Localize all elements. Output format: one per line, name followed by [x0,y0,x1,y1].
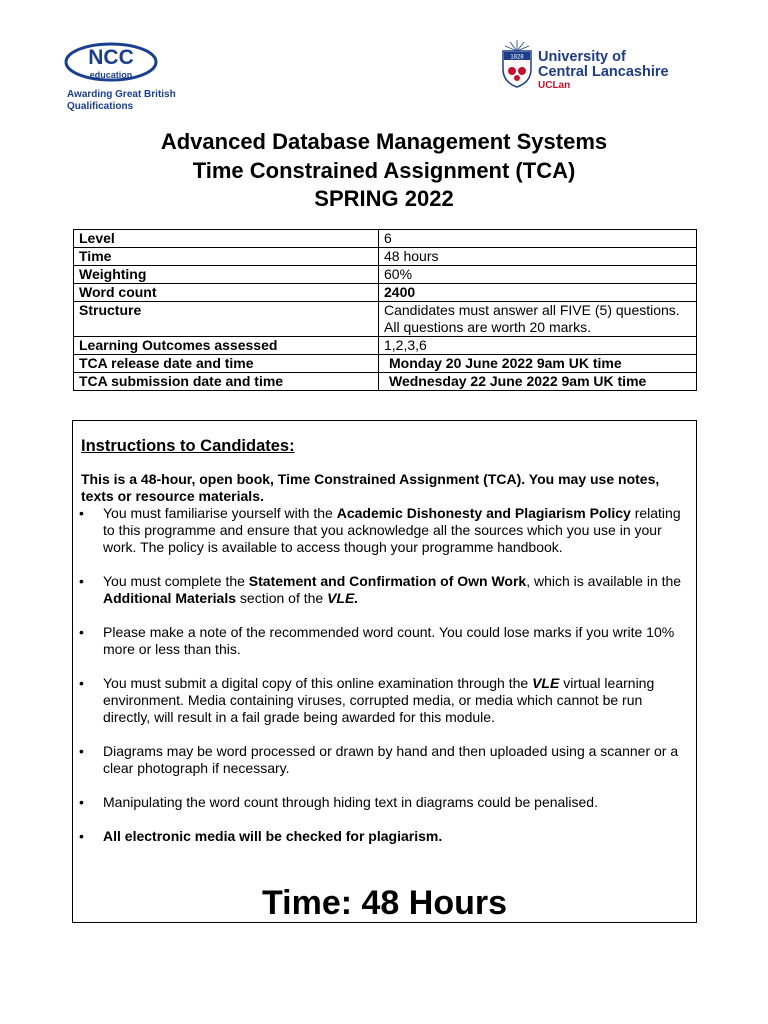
list-item [73,828,685,845]
row-value: 1,2,3,6 [379,337,697,355]
uclan-name-line2: Central Lancashire [538,64,669,80]
policy-name: Academic Dishonesty and Plagiarism Policy [336,505,631,521]
title-line3: SPRING 2022 [314,186,454,211]
table-row [74,230,697,248]
row-value: Wednesday 22 June 2022 9am UK time [379,373,697,391]
table-row [74,373,697,391]
b5-text: Diagrams may be word processed or drawn by hand and then uploaded using a scanner or a clear photograph if necessary. [103,743,679,776]
statement-name: Statement and Confirmation of Own Work [248,573,527,589]
title-line1: Advanced Database Management Systems [160,129,608,154]
bullet-icon: • [79,828,84,844]
row-key: TCA release date and time [74,355,379,373]
additional-materials: Additional Materials [103,590,237,606]
uclan-short-name: UCLan [538,80,571,91]
instructions-box [72,420,697,923]
table-row [74,284,697,302]
time-allowed: Time: 48 Hours [261,884,507,922]
row-key: TCA submission date and time [74,373,379,391]
vle-label: VLE. [327,590,359,606]
table-row [74,355,697,373]
bullet-icon: • [79,624,84,640]
row-value: Candidates must answer all FIVE (5) questions. All questions are worth 20 marks. [379,302,697,337]
b2-text-mid: , which is available in the [526,573,682,589]
list-item [73,675,685,726]
ncc-sub-text: education [89,70,133,80]
list-item [73,624,685,658]
ncc-tagline-line1: Awarding Great British [67,89,176,100]
uclan-year: 1828 [510,54,524,61]
bullet-icon: • [79,794,84,810]
b3-text: Please make a note of the recommended word count. You could lose marks if you write 10% more or less than this. [103,624,675,657]
list-item [73,743,685,777]
bullet-icon: • [79,505,84,521]
row-key: Weighting [74,266,379,284]
row-key: Structure [74,302,379,337]
instructions-intro: This is a 48-hour, open book, Time Constrained Assignment (TCA). You may use notes, texts or resource materials. [81,471,660,504]
b2-text-mid2: section of the [236,590,328,606]
table-row [74,266,697,284]
bullet-icon: • [79,743,84,759]
b7-text: All electronic media will be checked for plagiarism. [103,828,443,844]
row-value: 2400 [379,284,697,302]
b6-text: Manipulating the word count through hiding text in diagrams could be penalised. [103,794,598,810]
b4-text-post: virtual learning environment. Media containing viruses, corrupted media, or media which cannot be run directly, will result in a fail grade being awarded for this module. [103,675,655,725]
ncc-tagline [67,89,176,112]
table-row [74,337,697,355]
row-value: 60% [379,266,697,284]
table-row [74,248,697,266]
table-row [74,302,697,337]
row-key: Time [74,248,379,266]
b2-text: You must complete the [103,573,249,589]
list-item [73,505,685,556]
instructions-heading: Instructions to Candidates: [81,437,295,455]
bullet-icon: • [79,675,84,691]
ncc-brand-text: NCC [88,46,134,69]
row-key: Learning Outcomes assessed [74,337,379,355]
list-item [73,794,685,811]
assessment-info-table [73,229,697,391]
row-key: Word count [74,284,379,302]
b4-text: You must submit a digital copy of this online examination through the [103,675,533,691]
b1-text: You must familiarise yourself with the [103,505,337,521]
row-value: 48 hours [379,248,697,266]
title-line2: Time Constrained Assignment (TCA) [192,157,576,183]
row-value: Monday 20 June 2022 9am UK time [379,355,697,373]
row-value: 6 [379,230,697,248]
row-key: Level [74,230,379,248]
b1-text-post: relating to this programme and ensure that you acknowledge all the sources which you use in your work. The policy is available to access though your programme handbook. [103,505,681,555]
uclan-name-line1: University of [538,49,626,65]
document-title [0,128,768,214]
ncc-tagline-line2: Qualifications [67,100,134,112]
uclan-wordmark [538,50,669,91]
vle-label: VLE [532,675,560,691]
list-item [73,573,685,607]
bullet-icon: • [79,573,84,589]
instructions-list [73,505,685,862]
